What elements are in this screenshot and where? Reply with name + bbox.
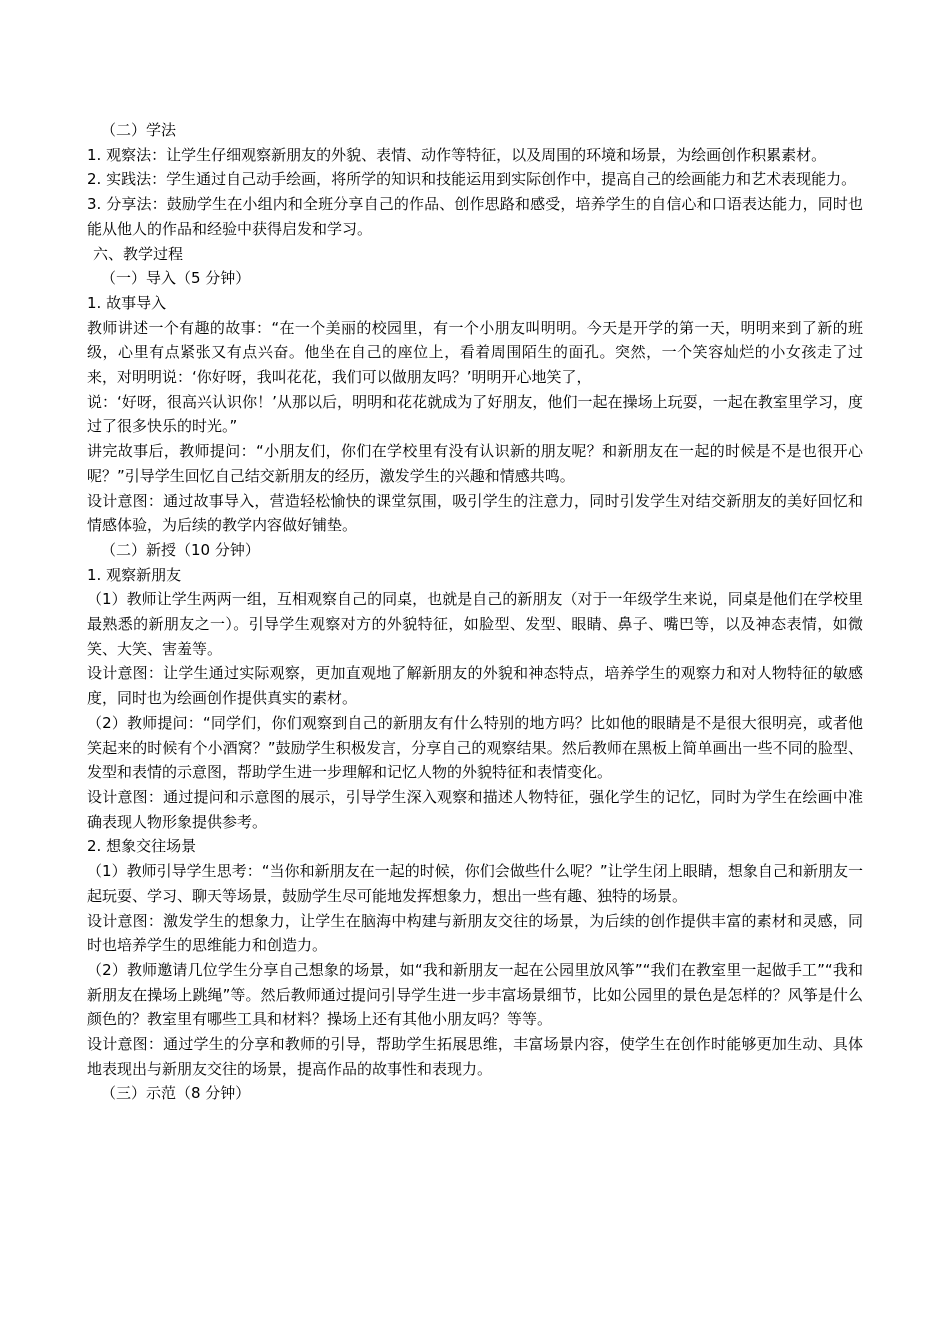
paragraph: 设计意图：让学生通过实际观察，更加直观地了解新朋友的外貌和神态特点，培养学生的观察力和对人物特征的敏感度，同时也为绘画创作提供真实的素材。 (87, 664, 863, 708)
paragraph: 3. 分享法：鼓励学生在小组内和全班分享自己的作品、创作思路和感受，培养学生的自信心和口语表达能力，同时也能从他人的作品和经验中获得启发和学习。 (87, 195, 863, 238)
paragraph: 设计意图：通过学生的分享和教师的引导，帮助学生拓展思维，丰富场景内容，使学生在创作时能够更加生动、具体地表现出与新朋友交往的场景，提高作品的故事性和表现力。 (87, 1035, 863, 1078)
paragraph: 说：‘好呀，很高兴认识你！’从那以后，明明和花花就成为了好朋友，他们一起在操场上玩耍，一起在教室里学习，度过了很多快乐的时光。” (87, 392, 863, 436)
paragraph: 教师讲述一个有趣的故事：“在一个美丽的校园里，有一个小朋友叫明明。今天是开学的第一天，明明来到了新的班级，心里有点紧张又有点兴奋。他坐在自己的座位上，看着周围陌生的面孔。突然，一个笑容灿烂的小女孩走了过来，对明明说：‘你好呀，我叫花花，我们可以做朋友吗？’明明开心地笑了， (87, 318, 863, 387)
paragraph: 2. 想象交往场景 (87, 837, 197, 856)
paragraph: （三）示范（8 分钟） (101, 1084, 251, 1103)
paragraph: 1. 观察新朋友 (87, 565, 182, 584)
paragraph: 设计意图：激发学生的想象力，让学生在脑海中构建与新朋友交往的场景，为后续的创作提供丰富的素材和灵感，同时也培养学生的思维能力和创造力。 (87, 911, 863, 955)
paragraph: （二）新授（10 分钟） (101, 540, 260, 559)
paragraph: 1. 故事导入 (87, 293, 167, 312)
paragraph: （2）教师提问：“同学们，你们观察到自己的新朋友有什么特别的地方吗？比如他的眼睛是不是很大很明亮，或者他笑起来的时候有个小酒窝？”鼓励学生积极发言，分享自己的观察结果。然后教师在黑板上简单画出一些不同的脸型、发型和表情的示意图，帮助学生进一步理解和记忆人物的外貌特征和表情变化。 (87, 713, 863, 782)
paragraph: （二）学法 (101, 121, 177, 139)
paragraph: 1. 观察法：让学生仔细观察新朋友的外貌、表情、动作等特征，以及周围的环境和场景，为绘画创作积累素材。 (87, 145, 827, 164)
paragraph: （2）教师邀请几位学生分享自己想象的场景，如“我和新朋友一起在公园里放风筝”“我们在教室里一起做手工”“我和新朋友在操场上跳绳”等。然后教师通过提问引导学生进一步丰富场景细节，比如公园里的景色是怎样的？风筝是什么颜色的？教室里有哪些工具和材料？操场上还有其他小朋友吗？等等。 (87, 960, 863, 1029)
paragraph: 2. 实践法：学生通过自己动手绘画，将所学的知识和技能运用到实际创作中，提高自己的绘画能力和艺术表现能力。 (87, 170, 857, 189)
paragraph: 讲完故事后，教师提问：“小朋友们，你们在学校里有没有认识新的朋友呢？和新朋友在一起的时候是不是也很开心呢？”引导学生回忆自己结交新朋友的经历，激发学生的兴趣和情感共鸣。 (87, 442, 863, 485)
paragraph: （一）导入（5 分钟） (101, 269, 251, 288)
paragraph: （1）教师引导学生思考：“当你和新朋友在一起的时候，你们会做些什么呢？”让学生闭上眼睛，想象自己和新朋友一起玩耍、学习、聊天等场景，鼓励学生尽可能地发挥想象力，想出一些有趣、独特的场景。 (87, 862, 863, 905)
paragraph: 设计意图：通过提问和示意图的展示，引导学生深入观察和描述人物特征，强化学生的记忆，同时为学生在绘画中准确表现人物形象提供参考。 (87, 787, 863, 831)
paragraph: 设计意图：通过故事导入，营造轻松愉快的课堂氛围，吸引学生的注意力，同时引发学生对结交新朋友的美好回忆和情感体验，为后续的教学内容做好铺垫。 (87, 491, 863, 535)
paragraph: （1）教师让学生两两一组，互相观察自己的同桌，也就是自己的新朋友（对于一年级学生来说，同桌是他们在学校里最熟悉的新朋友之一）。引导学生观察对方的外貌特征，如脸型、发型、眼睛、鼻子、嘴巴等，以及神态表情，如微笑、大笑、害羞等。 (87, 590, 863, 658)
paragraph: 六、教学过程 (93, 244, 184, 263)
document-page (87, 118, 863, 1106)
